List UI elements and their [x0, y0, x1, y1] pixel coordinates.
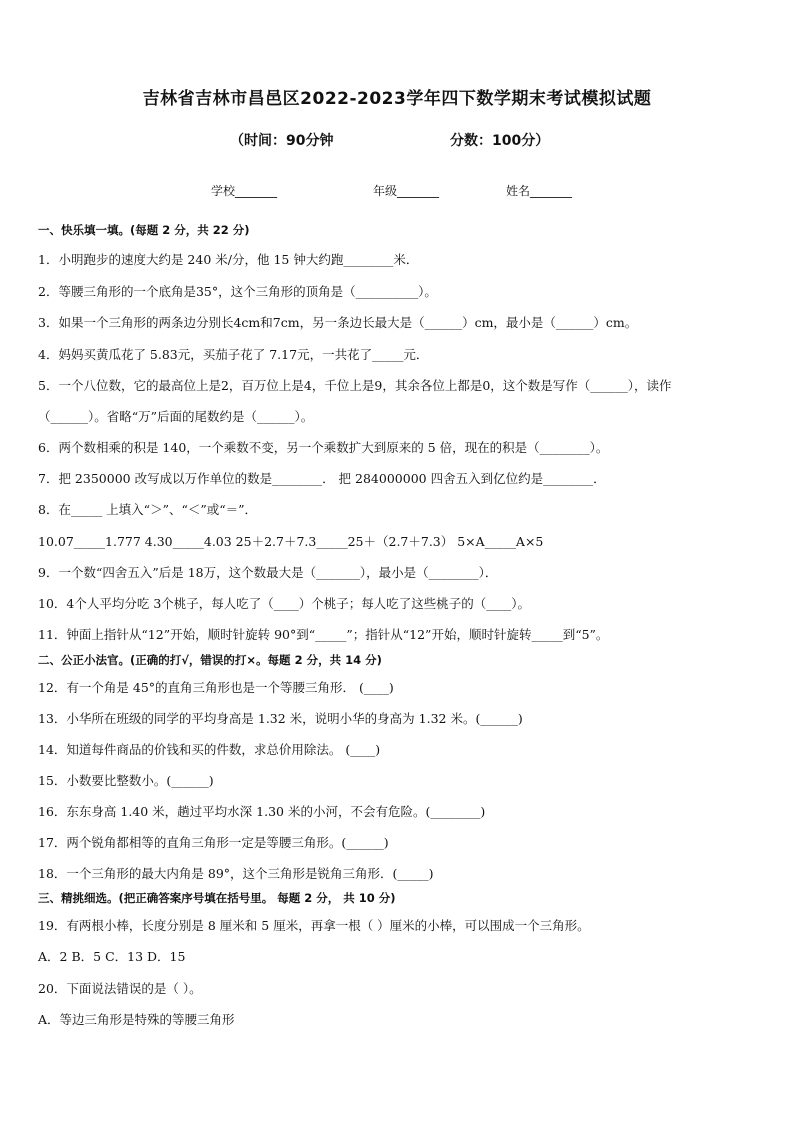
section-3-heading: 三、精挑细选。(把正确答案序号填在括号里。 每题 2 分， 共 10 分): [38, 891, 396, 905]
question-7: 7．把 2350000 改写成以万作单位的数是________． 把 284000000 四舍五入到亿位约是________．: [38, 471, 606, 486]
question-15: 15．小数要比整数小。(______): [38, 773, 214, 788]
question-11: 11．钟面上指针从“12”开始，顺时针旋转 90°到“_____”；指针从“12”开始，顺时针旋转_____到“5”。: [38, 627, 609, 642]
section-2-heading: 二、公正小法官。(正确的打√，错误的打×。每题 2 分，共 14 分): [38, 653, 382, 667]
question-6: 6．两个数相乘的积是 140，一个乘数不变，另一个乘数扩大到原来的 5 倍，现在的积是（________）。: [38, 440, 609, 455]
exam-score: 分数：100分）: [450, 133, 550, 149]
question-10: 10．4个人平均分吃 3个桃子，每人吃了（____）个桃子；每人吃了这些桃子的（____）。: [38, 596, 531, 611]
question-5: 5．一个八位数，它的最高位上是2，百万位上是4，千位上是9，其余各位上都是0，这个数是写作（______），读作: [38, 378, 672, 393]
grade-field: 年级_______: [373, 184, 440, 198]
question-8-items: 10.07_____1.777 4.30_____4.03 25＋2.7＋7.3_____25＋（2.7＋7.3） 5×A_____A×5: [38, 534, 544, 549]
section-1-heading: 一、快乐填一填。(每题 2 分，共 22 分): [38, 223, 250, 237]
question-5-cont: （______）。省略“万”后面的尾数约是（______）。: [38, 409, 314, 424]
question-19-options: A．2 B．5 C．13 D．15: [38, 949, 186, 964]
exam-time: （时间：90分钟: [230, 133, 334, 149]
question-16: 16．东东身高 1.40 米，趟过平均水深 1.30 米的小河，不会有危险。(________): [38, 804, 486, 819]
question-13: 13．小华所在班级的同学的平均身高是 1.32 米，说明小华的身高为 1.32 米。(______): [38, 711, 523, 726]
page-title: 吉林省吉林市昌邑区2022-2023学年四下数学期末考试模拟试题: [142, 89, 652, 109]
question-4: 4．妈妈买黄瓜花了 5.83元，买茄子花了 7.17元，一共花了_____元．: [38, 347, 429, 362]
question-1: 1．小明跑步的速度大约是 240 米/分，他 15 钟大约跑________米．: [38, 252, 419, 267]
question-18: 18．一个三角形的最大内角是 89°，这个三角形是锐角三角形．(_____): [38, 866, 434, 881]
question-19: 19．有两根小棒，长度分别是 8 厘米和 5 厘米，再拿一根（ ）厘米的小棒，可以围成一个三角形。: [38, 918, 590, 933]
question-17: 17．两个锐角都相等的直角三角形一定是等腰三角形。(______): [38, 835, 389, 850]
question-8: 8．在_____ 上填入“＞”、“＜”或“＝”．: [38, 502, 258, 517]
question-20: 20．下面说法错误的是（ ）。: [38, 981, 202, 996]
question-14: 14．知道每件商品的价钱和买的件数，求总价用除法。 (____): [38, 742, 381, 757]
question-3: 3．如果一个三角形的两条边分别长4cm和7cm，另一条边长最大是（______）cm，最小是（______）cm。: [38, 315, 638, 330]
question-20-option-a: A．等边三角形是特殊的等腰三角形: [38, 1012, 235, 1027]
question-9: 9．一个数“四舍五入”后是 18万，这个数最大是（_______），最小是（________）．: [38, 565, 498, 580]
name-field: 姓名_______: [506, 184, 573, 198]
question-12: 12．有一个角是 45°的直角三角形也是一个等腰三角形． (____): [38, 680, 394, 695]
school-field: 学校_______: [211, 184, 278, 198]
question-2: 2．等腰三角形的一个底角是35°，这个三角形的顶角是（__________）。: [38, 284, 437, 299]
